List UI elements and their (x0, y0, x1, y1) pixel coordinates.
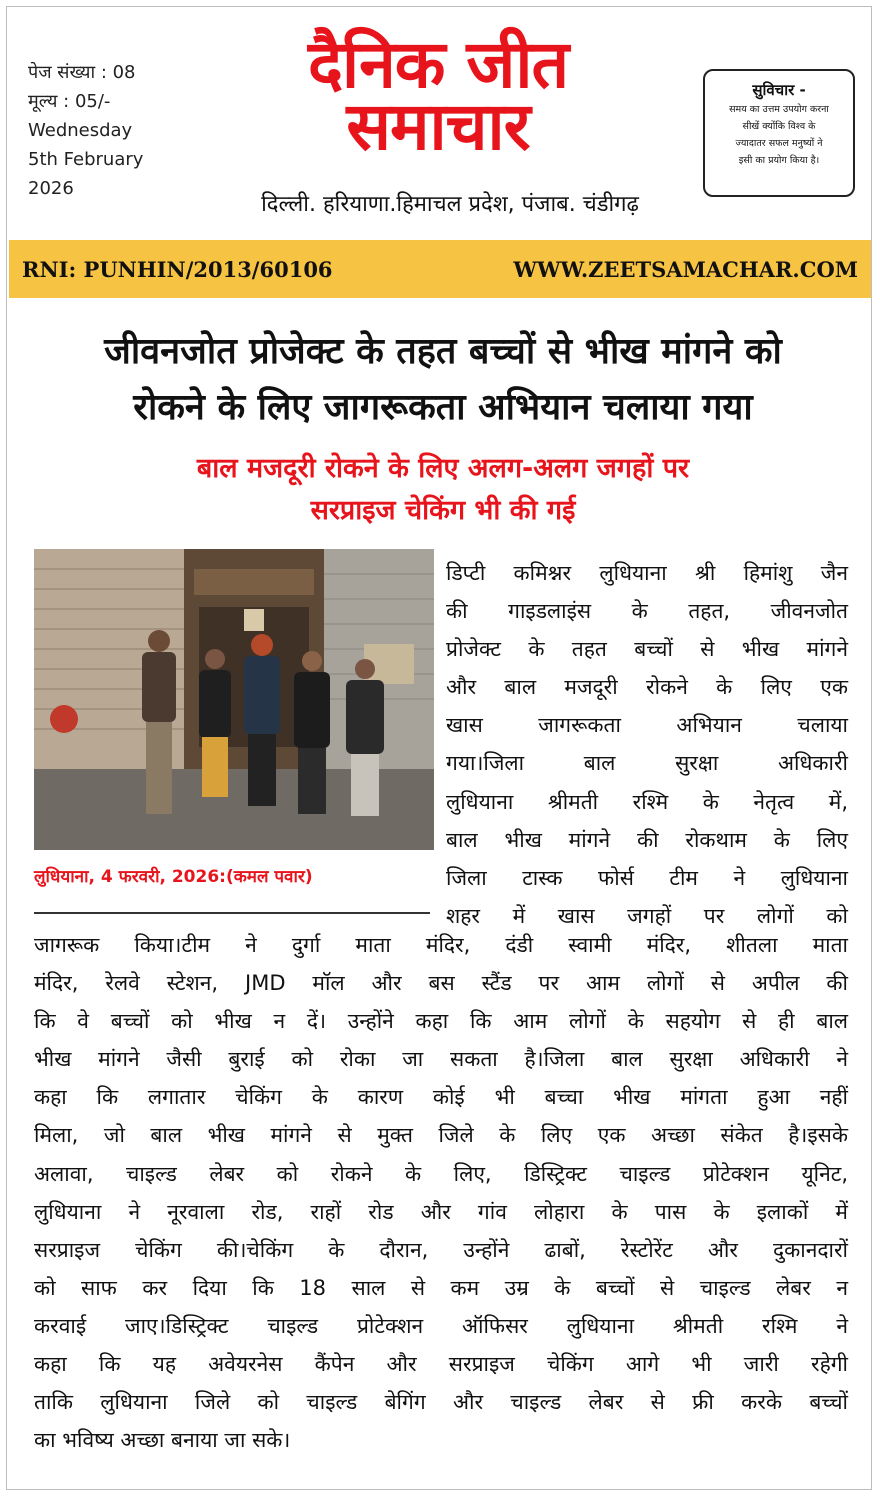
subheadline-line: बाल मजदूरी रोकने के लिए अलग-अलग जगहों पर (196, 453, 690, 484)
date: 5th February (28, 149, 144, 170)
article-body-column (446, 554, 848, 935)
body-line: लुधियाना ने नूरवाला रोड, राहों रोड और गांव लोहारा के पास के इलाकों में (34, 1199, 848, 1224)
page-count: पेज संख्या : 08 (28, 62, 136, 83)
body-line: अलावा, चाइल्ड लेबर को रोकने के लिए, डिस्ट्रिक्ट चाइल्ड प्रोटेक्शन यूनिट, (34, 1161, 848, 1186)
rni-number: RNI: PUNHIN/2013/60106 (22, 257, 333, 282)
body-line: करवाई जाए।डिस्ट्रिक्ट चाइल्ड प्रोटेक्शन ऑफिसर लुधियाना श्रीमती रश्मि ने (34, 1313, 848, 1338)
article-headline (20, 324, 866, 436)
body-line: और बाल मजदूरी रोकने के लिए एक (446, 675, 848, 700)
body-line: मंदिर, रेलवे स्टेशन, JMD मॉल और बस स्टैंड पर आम लोगों से अपील की (34, 971, 848, 996)
thought-line: समय का उत्तम उपयोग करना (729, 104, 829, 115)
thought-line: ज्यादातर सफल मनुष्यों ने (735, 138, 823, 149)
body-line: को साफ कर दिया कि 18 साल से कम उम्र के बच्चों से चाइल्ड लेबर न (34, 1275, 848, 1300)
dateline-rule (34, 912, 430, 914)
body-line: खास जागरूकता अभियान चलाया (446, 713, 848, 738)
thought-title: सुविचार - (752, 81, 806, 99)
website-link[interactable]: WWW.ZEETSAMACHAR.COM (513, 257, 858, 282)
body-line: सरप्राइज चेकिंग की।चेकिंग के दौरान, उन्होंने ढाबों, रेस्टोरेंट और दुकानदारों (34, 1237, 848, 1262)
article-photo (34, 549, 434, 850)
newspaper-title (190, 26, 686, 165)
headline-line: जीवनजोत प्रोजेक्ट के तहत बच्चों से भीख मांगने को (104, 331, 782, 372)
body-line: डिप्टी कमिश्नर लुधियाना श्री हिमांशु जैन (446, 561, 848, 585)
subheadline-line: सरप्राइज चेकिंग भी की गई (310, 495, 576, 526)
article-subheadline (20, 448, 866, 532)
thought-line: इसी का प्रयोग किया है। (738, 155, 820, 166)
body-line: शहर में खास जगहों पर लोगों को (446, 903, 848, 928)
price: मूल्य : 05/- (28, 91, 111, 112)
masthead (190, 26, 686, 165)
article-body-full (34, 926, 848, 1459)
thought-line: सीखें क्योंकि विश्व के (742, 121, 816, 132)
coverage-regions: दिल्ली. हरियाणा.हिमाचल प्रदेश, पंजाब. चंडीगढ़ (261, 192, 639, 217)
headline-line: रोकने के लिए जागरूकता अभियान चलाया गया (133, 387, 753, 428)
body-line: गया।जिला बाल सुरक्षा अधिकारी (446, 751, 848, 776)
body-line: भीख मांगने जैसी बुराई को रोका जा सकता है।जिला बाल सुरक्षा अधिकारी ने (34, 1047, 848, 1072)
body-line: कि वे बच्चों को भीख न दें। उन्होंने कहा कि आम लोगों के सहयोग से ही बाल (34, 1009, 848, 1034)
body-line: मिला, जो बाल भीख मांगने से मुक्त जिले के लिए एक अच्छा संकेत है।इसके (34, 1123, 848, 1148)
body-line: कहा कि यह अवेयरनेस कैंपेन और सरप्राइज चेकिंग आगे भी जारी रहेगी (34, 1352, 848, 1377)
group-photo-illustration (34, 549, 434, 850)
article-dateline: लुधियाना, 4 फरवरी, 2026:(कमल पवार) (34, 867, 313, 887)
body-line: बाल भीख मांगने की रोकथाम के लिए (446, 827, 848, 852)
body-line: जागरूक किया।टीम ने दुर्गा माता मंदिर, दंडी स्वामी मंदिर, शीतला माता (34, 933, 848, 957)
year: 2026 (28, 178, 74, 199)
thought-box (703, 69, 855, 197)
body-line: कहा कि लगातार चेकिंग के कारण कोई भी बच्चा भीख मांगता हुआ नहीं (34, 1085, 848, 1110)
weekday: Wednesday (28, 120, 133, 141)
body-line: प्रोजेक्ट के तहत बच्चों से भीख मांगने (446, 637, 848, 662)
body-line: की गाइडलाइंस के तहत, जीवनजोत (446, 599, 848, 624)
thought-text (711, 101, 847, 169)
body-line: ताकि लुधियाना जिले को चाइल्ड बेगिंग और चाइल्ड लेबर से फ्री करके बच्चों (34, 1390, 848, 1415)
issue-meta (28, 58, 143, 203)
title-line-2: समाचार (346, 88, 530, 165)
body-line: का भविष्य अच्छा बनाया जा सके। (34, 1428, 291, 1453)
title-line-1: दैनिक जीत (307, 26, 569, 103)
body-line: जिला टास्क फोर्स टीम ने लुधियाना (446, 865, 848, 890)
body-line: लुधियाना श्रीमती रश्मि के नेतृत्व में, (446, 789, 848, 814)
